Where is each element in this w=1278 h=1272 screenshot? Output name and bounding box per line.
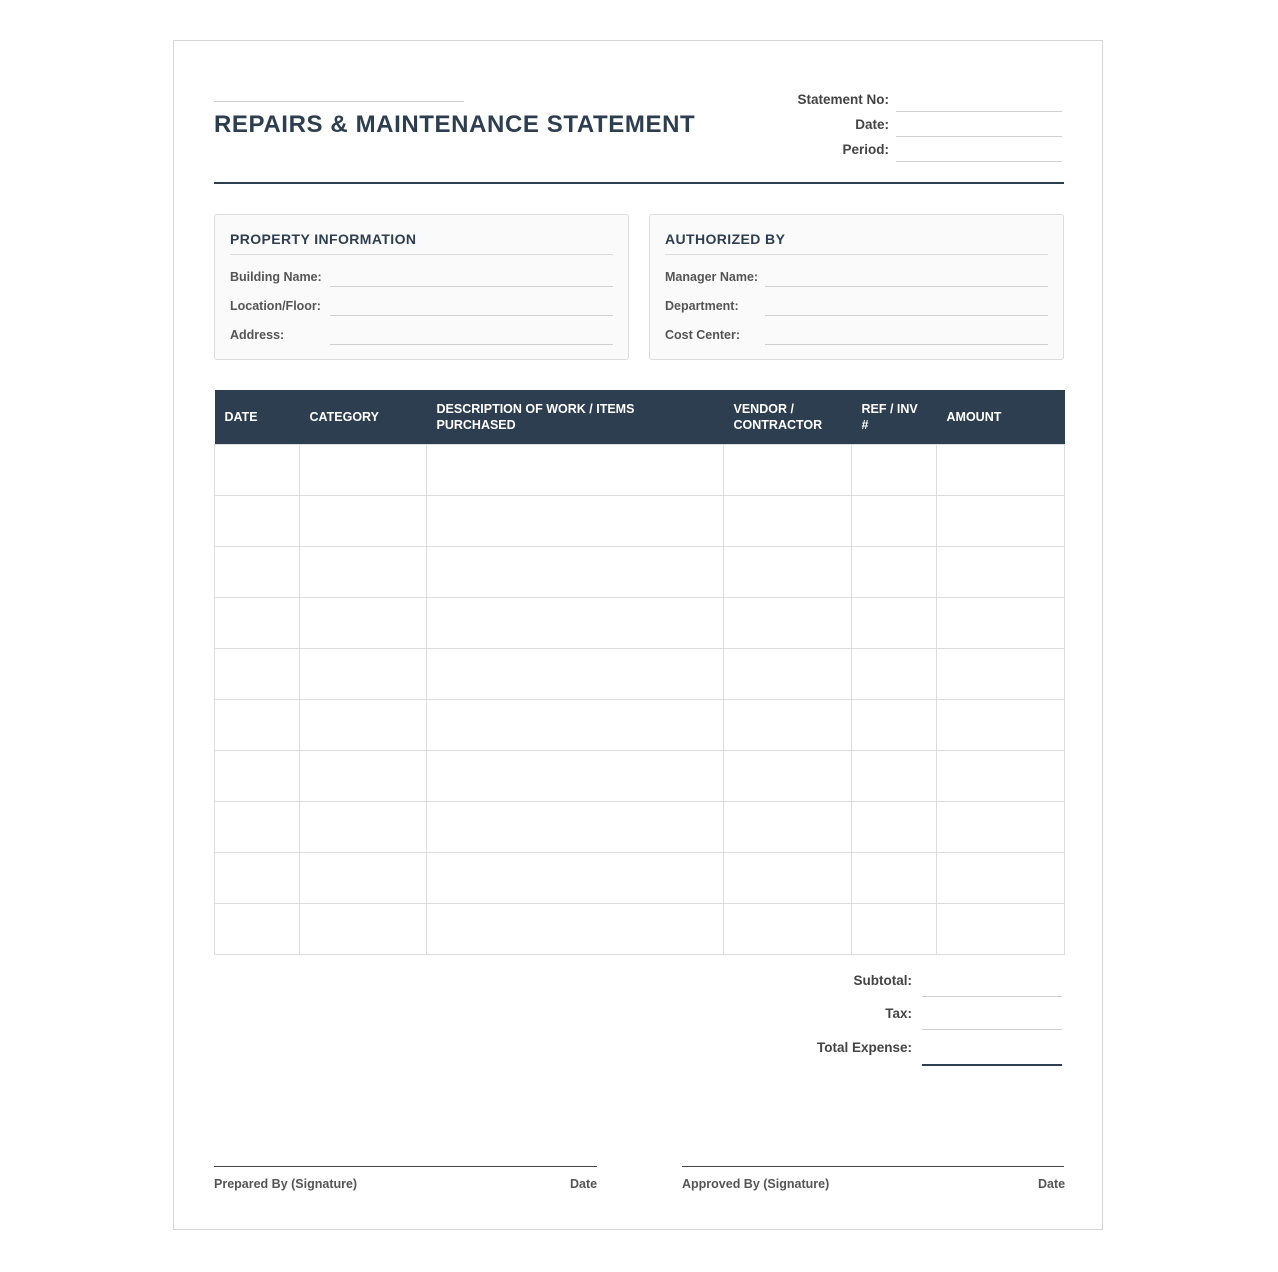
table-cell[interactable] (300, 496, 427, 547)
table-cell[interactable] (300, 751, 427, 802)
total-expense-field[interactable] (922, 1064, 1062, 1066)
prepared-by-label: Prepared By (Signature) (214, 1177, 358, 1191)
table-cell[interactable] (427, 496, 724, 547)
table-cell[interactable] (852, 598, 937, 649)
table-cell[interactable] (724, 547, 852, 598)
table-cell[interactable] (427, 751, 724, 802)
table-cell[interactable] (215, 445, 300, 496)
col-amount-header: AMOUNT (937, 390, 1065, 445)
table-cell[interactable] (724, 445, 852, 496)
box-divider (665, 254, 1048, 255)
approved-by-label: Approved By (Signature) (682, 1177, 830, 1191)
table-header-row (215, 390, 1065, 445)
table-cell[interactable] (300, 598, 427, 649)
table-cell[interactable] (300, 853, 427, 904)
table-cell[interactable] (852, 802, 937, 853)
date-field[interactable] (896, 136, 1062, 137)
table-row (215, 445, 1065, 496)
table-cell[interactable] (427, 598, 724, 649)
table-cell[interactable] (724, 598, 852, 649)
table-cell[interactable] (852, 547, 937, 598)
title-top-rule (214, 101, 464, 102)
table-cell[interactable] (937, 547, 1065, 598)
meta-label: Date: (855, 117, 889, 132)
col-category-header: CATEGORY (300, 390, 427, 445)
table-row (215, 700, 1065, 751)
table-cell[interactable] (300, 802, 427, 853)
table-cell[interactable] (427, 649, 724, 700)
table-cell[interactable] (300, 649, 427, 700)
meta-label: Statement No: (797, 92, 889, 107)
address-label: Address: (230, 328, 285, 342)
table-cell[interactable] (724, 904, 852, 955)
meta-statement-no (762, 91, 1062, 116)
table-row (215, 853, 1065, 904)
table-cell[interactable] (937, 751, 1065, 802)
table-cell[interactable] (215, 649, 300, 700)
table-row (215, 904, 1065, 955)
table-cell[interactable] (724, 700, 852, 751)
table-cell[interactable] (852, 700, 937, 751)
table-cell[interactable] (427, 547, 724, 598)
table-cell[interactable] (852, 853, 937, 904)
table-cell[interactable] (427, 445, 724, 496)
table-cell[interactable] (215, 496, 300, 547)
prepared-signature-line[interactable] (214, 1166, 597, 1167)
table-cell[interactable] (724, 802, 852, 853)
table-cell[interactable] (724, 496, 852, 547)
document-title: REPAIRS & MAINTENANCE STATEMENT (214, 111, 696, 138)
table-body (215, 445, 1065, 955)
meta-label: Period: (842, 142, 889, 157)
table-cell[interactable] (937, 445, 1065, 496)
table-cell[interactable] (937, 700, 1065, 751)
table-cell[interactable] (724, 649, 852, 700)
meta-period (762, 141, 1062, 166)
table-cell[interactable] (215, 598, 300, 649)
authorized-by-title: AUTHORIZED BY (665, 231, 786, 247)
property-information-box (214, 214, 629, 360)
approved-signature-line[interactable] (682, 1166, 1064, 1167)
prepared-date-label: Date (570, 1177, 598, 1191)
table-cell[interactable] (427, 802, 724, 853)
cost-center-label: Cost Center: (665, 328, 741, 342)
table-cell[interactable] (300, 700, 427, 751)
table-cell[interactable] (300, 445, 427, 496)
table-cell[interactable] (724, 853, 852, 904)
subtotal-field[interactable] (922, 996, 1062, 997)
table-cell[interactable] (300, 547, 427, 598)
col-date-header: DATE (215, 390, 300, 445)
tax-field[interactable] (922, 1029, 1062, 1030)
table-cell[interactable] (852, 904, 937, 955)
table-cell[interactable] (852, 649, 937, 700)
property-information-title: PROPERTY INFORMATION (230, 231, 417, 247)
table-row (215, 547, 1065, 598)
table-cell[interactable] (300, 904, 427, 955)
table-cell[interactable] (937, 496, 1065, 547)
expense-table (214, 390, 1065, 955)
table-cell[interactable] (215, 853, 300, 904)
address-field[interactable] (330, 344, 613, 345)
table-row (215, 802, 1065, 853)
table-row (215, 598, 1065, 649)
table-cell[interactable] (937, 802, 1065, 853)
table-cell[interactable] (215, 802, 300, 853)
table-cell[interactable] (937, 853, 1065, 904)
statement-no-field[interactable] (896, 111, 1062, 112)
table-row (215, 751, 1065, 802)
meta-date (762, 116, 1062, 141)
table-cell[interactable] (427, 700, 724, 751)
manager-name-field[interactable] (765, 286, 1048, 287)
table-cell[interactable] (852, 496, 937, 547)
table-cell[interactable] (427, 853, 724, 904)
department-field[interactable] (765, 315, 1048, 316)
department-label: Department: (665, 299, 739, 313)
location-floor-field[interactable] (330, 315, 613, 316)
table-cell[interactable] (215, 547, 300, 598)
location-floor-label: Location/Floor: (230, 299, 321, 313)
subtotal-label: Subtotal: (853, 973, 912, 988)
table-cell[interactable] (852, 445, 937, 496)
manager-name-label: Manager Name: (665, 270, 759, 284)
col-ref-header: REF / INV # (852, 390, 937, 445)
table-cell[interactable] (937, 598, 1065, 649)
total-expense-label: Total Expense: (816, 1040, 912, 1055)
header-divider (214, 182, 1064, 184)
table-cell[interactable] (937, 649, 1065, 700)
table-cell[interactable] (215, 904, 300, 955)
col-description-header: DESCRIPTION OF WORK / ITEMS PURCHASED (427, 390, 724, 445)
table-cell[interactable] (724, 751, 852, 802)
table-cell[interactable] (427, 904, 724, 955)
table-cell[interactable] (215, 751, 300, 802)
cost-center-field[interactable] (765, 344, 1048, 345)
approved-date-label: Date (1038, 1177, 1066, 1191)
period-field[interactable] (896, 161, 1062, 162)
authorized-by-box (649, 214, 1064, 360)
table-row (215, 649, 1065, 700)
table-cell[interactable] (215, 700, 300, 751)
building-name-label: Building Name: (230, 270, 322, 284)
table-cell[interactable] (852, 751, 937, 802)
col-vendor-header: VENDOR / CONTRACTOR (724, 390, 852, 445)
box-divider (230, 254, 613, 255)
statement-page (173, 40, 1103, 1230)
tax-label: Tax: (885, 1006, 912, 1021)
table-cell[interactable] (937, 904, 1065, 955)
table-row (215, 496, 1065, 547)
building-name-field[interactable] (330, 286, 613, 287)
